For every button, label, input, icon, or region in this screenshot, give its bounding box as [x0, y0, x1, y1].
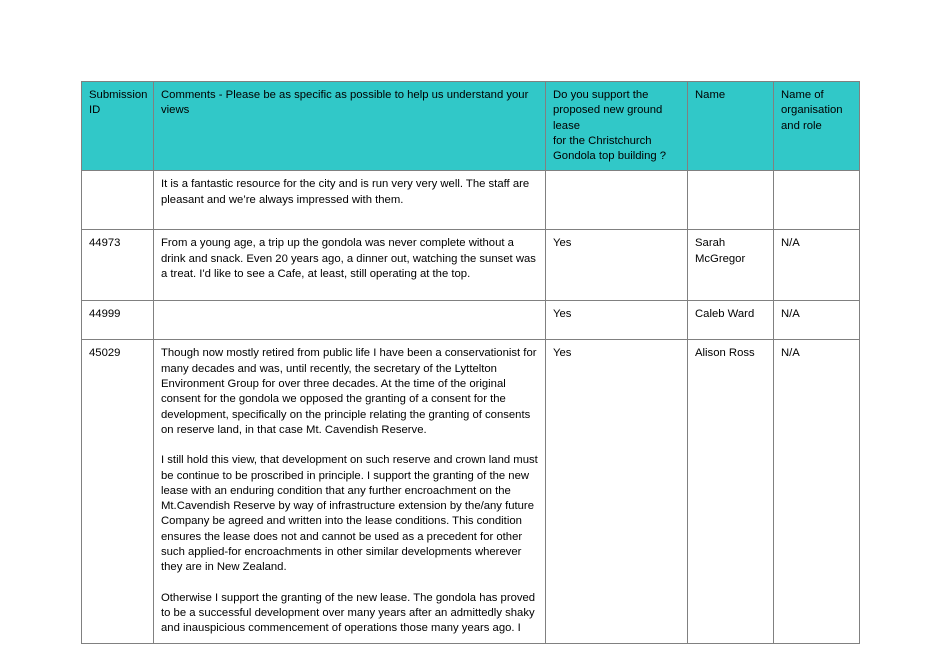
cell-support: Yes	[546, 340, 688, 643]
column-header-support	[546, 82, 688, 171]
cell-comments	[154, 171, 546, 230]
cell-support: Yes	[546, 301, 688, 340]
table-header	[82, 82, 860, 171]
cell-name: Sarah McGregor	[688, 230, 774, 301]
cell-name: Caleb Ward	[688, 301, 774, 340]
header-submission-id-line2: ID	[89, 104, 101, 117]
cell-submission-id: 44973	[82, 230, 154, 301]
cell-name	[688, 171, 774, 230]
comment-paragraph: Though now mostly retired from public life I have been a conservationist for many decades and was, until recently, the secretary of the Lyttelton Environment Group for over three decades. At the time of the original consent for the gondola we opposed the granting of a consent for the development, specifically on the principle relating the granting of consents on reserve land, in that case Mt. Cavendish Reserve.	[161, 347, 537, 436]
header-support-line1: Do you support the	[553, 89, 649, 101]
cell-name: Alison Ross	[688, 340, 774, 643]
cell-organisation: N/A	[774, 340, 860, 643]
header-org-line3: and role	[781, 119, 822, 132]
table-row	[82, 230, 860, 301]
column-header-name: Name	[688, 82, 774, 171]
cell-comments	[154, 230, 546, 301]
cell-support	[546, 171, 688, 230]
table-row	[82, 301, 860, 340]
cell-support: Yes	[546, 230, 688, 301]
header-support-line2: proposed new ground lease	[553, 104, 663, 132]
comment-paragraph: I still hold this view, that development on such reserve and crown land must be continue to be proscribed in principle. I support the granting of the new lease with an enduring condition that any further encroachment on the Mt.Cavendish Reserve by way of infrastructure extension by the/any future Company be agreed and written into the lease conditions. This condition ensures the lease does not and cannot be used as a precedent for other such applied-for encroachments in other similar developments wherever they are in New Zealand.	[161, 454, 538, 574]
table-body	[82, 171, 860, 643]
cell-organisation: N/A	[774, 301, 860, 340]
cell-submission-id: 44999	[82, 301, 154, 340]
column-header-comments: Comments - Please be as specific as possible to help us understand your views	[154, 82, 546, 171]
cell-organisation	[774, 171, 860, 230]
header-support-line4: Gondola top building ?	[553, 150, 667, 163]
column-header-submission-id	[82, 82, 154, 171]
table-header-row	[82, 82, 860, 171]
cell-organisation: N/A	[774, 230, 860, 301]
header-support-line3: for the Christchurch	[553, 134, 652, 147]
comment-paragraph: From a young age, a trip up the gondola was never complete without a drink and snack. Even 20 years ago, a dinner out, watching the sunset was a treat. I'd like to see a Cafe, at least, still operating at the top.	[161, 237, 536, 281]
table-row	[82, 340, 860, 643]
header-submission-id-line1: Submission	[89, 89, 148, 101]
cell-submission-id: 45029	[82, 340, 154, 643]
cell-comments	[154, 301, 546, 340]
cell-submission-id	[82, 171, 154, 230]
header-org-line1: Name of	[781, 89, 824, 101]
header-org-line2: organisation	[781, 104, 843, 117]
submissions-table-container	[81, 81, 859, 644]
column-header-organisation	[774, 82, 860, 171]
comment-paragraph: Otherwise I support the granting of the new lease. The gondola has proved to be a successful development over many years after an admittedly shaky and inauspicious commencement of operations those many years ago. I	[161, 591, 536, 635]
cell-comments	[154, 340, 546, 643]
comment-paragraph: It is a fantastic resource for the city and is run very very well. The staff are pleasant and we’re always impressed with them.	[161, 178, 530, 206]
submissions-table	[81, 81, 860, 644]
table-row	[82, 171, 860, 230]
